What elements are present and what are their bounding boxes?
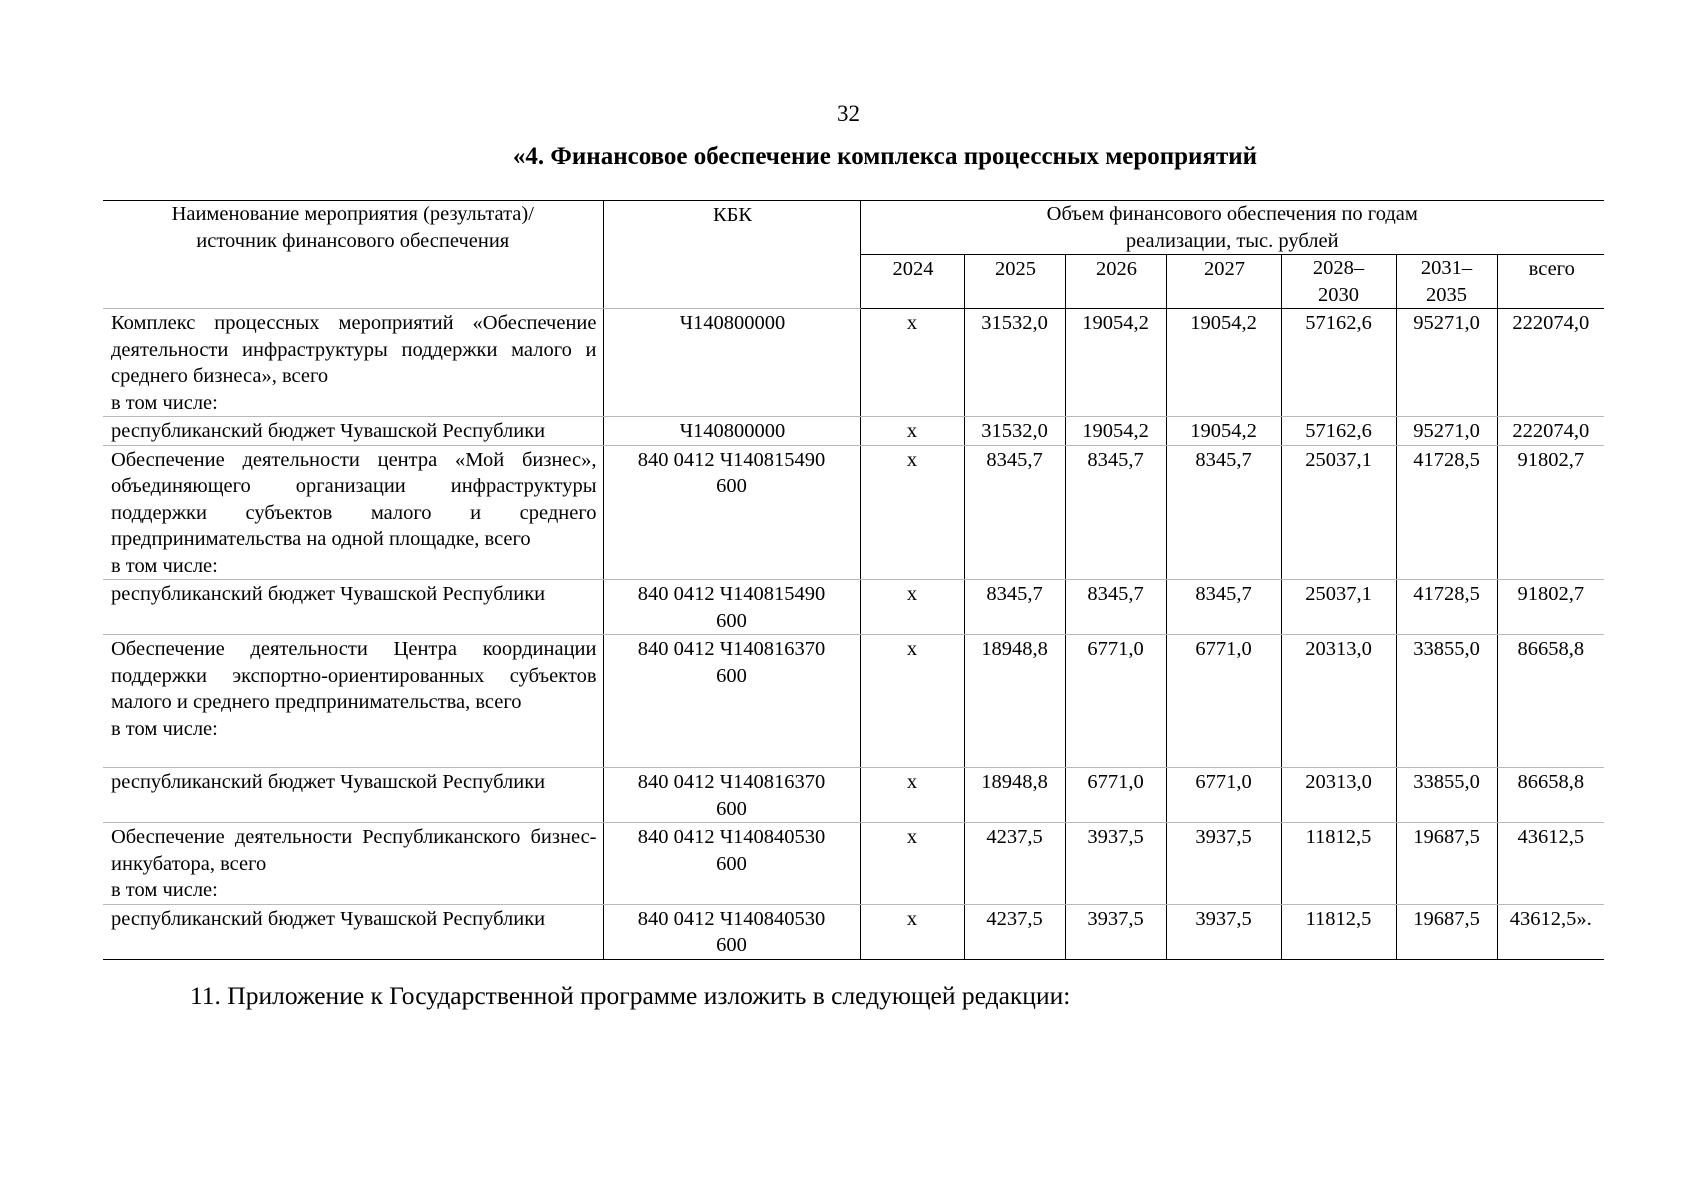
header-year: 2027 <box>1166 255 1281 309</box>
row-value: 19054,2 <box>1166 417 1281 446</box>
header-kbk-col: КБК <box>603 201 860 309</box>
row-value: 8345,7 <box>964 580 1065 635</box>
row-value: 222074,0 <box>1497 309 1604 417</box>
row-value: 8345,7 <box>1065 445 1166 580</box>
row-value: 33855,0 <box>1396 635 1497 768</box>
row-subtitle: в том числе: <box>111 717 218 740</box>
row-name-cell <box>103 635 603 768</box>
table-row <box>103 417 1604 446</box>
row-value: 33855,0 <box>1396 768 1497 823</box>
row-value: 11812,5 <box>1281 823 1396 905</box>
row-value: 6771,0 <box>1166 635 1281 768</box>
row-value: 18948,8 <box>964 768 1065 823</box>
row-value: 31532,0 <box>964 309 1065 417</box>
header-year: всего <box>1497 255 1604 309</box>
row-kbk: 840 0412 Ч140815490 600 <box>603 445 860 580</box>
financial-table <box>103 200 1604 960</box>
row-value: х <box>860 635 964 768</box>
row-name-cell <box>103 768 603 823</box>
row-value: х <box>860 823 964 905</box>
row-name-cell <box>103 823 603 905</box>
row-value: 43612,5». <box>1497 904 1604 959</box>
row-value: 18948,8 <box>964 635 1065 768</box>
row-kbk: 840 0412 Ч140816370 600 <box>603 768 860 823</box>
row-value: 6771,0 <box>1065 768 1166 823</box>
row-value: 95271,0 <box>1396 309 1497 417</box>
row-name-cell <box>103 904 603 959</box>
row-value: 91802,7 <box>1497 445 1604 580</box>
table-row <box>103 768 1604 823</box>
row-value: 57162,6 <box>1281 309 1396 417</box>
header-year: 2025 <box>964 255 1065 309</box>
header-year: 2026 <box>1065 255 1166 309</box>
row-value: 25037,1 <box>1281 445 1396 580</box>
row-value: 6771,0 <box>1166 768 1281 823</box>
row-name: республиканский бюджет Чувашской Республики <box>111 771 546 793</box>
row-value: 43612,5 <box>1497 823 1604 905</box>
section-title: «4. Финансовое обеспечение комплекса процессных мероприятий <box>512 143 1258 170</box>
row-value: х <box>860 417 964 446</box>
row-value: х <box>860 904 964 959</box>
row-name-cell <box>103 580 603 635</box>
table-row <box>103 580 1604 635</box>
row-kbk: Ч140800000 <box>603 417 860 446</box>
row-value: 222074,0 <box>1497 417 1604 446</box>
row-name-cell <box>103 417 603 446</box>
row-kbk: 840 0412 Ч140840530 600 <box>603 904 860 959</box>
row-name: Комплекс процессных мероприятий «Обеспечение деятельности инфраструктуры поддержки малого и среднего бизнеса», всего <box>111 312 597 387</box>
row-name: Обеспечение деятельности центра «Мой бизнес», объединяющего организации инфраструктуры поддержки субъектов малого и среднего предпринимательства на одной площадке, всего <box>111 448 597 550</box>
row-value: 41728,5 <box>1396 580 1497 635</box>
row-value: 20313,0 <box>1281 635 1396 768</box>
row-name-cell <box>103 445 603 580</box>
row-value: 8345,7 <box>1166 580 1281 635</box>
header-year: 2031–2035 <box>1396 255 1497 309</box>
row-kbk: Ч140800000 <box>603 309 860 417</box>
table-row <box>103 823 1604 905</box>
row-value: х <box>860 768 964 823</box>
row-name-cell <box>103 309 603 417</box>
header-year: 2028–2030 <box>1281 255 1396 309</box>
row-name: Обеспечение деятельности Центра координации поддержки экспортно-ориентированных субъектов малого и среднего предпринимательства, всего <box>111 638 597 713</box>
row-subtitle: в том числе: <box>111 554 218 577</box>
row-value: 25037,1 <box>1281 580 1396 635</box>
row-value: 95271,0 <box>1396 417 1497 446</box>
row-value: 19054,2 <box>1166 309 1281 417</box>
row-kbk: 840 0412 Ч140816370 600 <box>603 635 860 768</box>
row-value: 19054,2 <box>1065 309 1166 417</box>
table-row <box>103 445 1604 580</box>
table-row <box>103 904 1604 959</box>
row-value: 20313,0 <box>1281 768 1396 823</box>
row-value: 86658,8 <box>1497 768 1604 823</box>
row-value: 91802,7 <box>1497 580 1604 635</box>
row-name: республиканский бюджет Чувашской Республики <box>111 583 546 605</box>
row-value: 3937,5 <box>1166 823 1281 905</box>
row-kbk: 840 0412 Ч140815490 600 <box>603 580 860 635</box>
row-value: 31532,0 <box>964 417 1065 446</box>
row-value: 8345,7 <box>1065 580 1166 635</box>
row-value: 3937,5 <box>1166 904 1281 959</box>
row-value: 8345,7 <box>1166 445 1281 580</box>
row-value: 4237,5 <box>964 904 1065 959</box>
row-value: 4237,5 <box>964 823 1065 905</box>
row-value: 19687,5 <box>1396 823 1497 905</box>
row-name: республиканский бюджет Чувашской Республики <box>111 907 546 930</box>
row-subtitle: в том числе: <box>111 879 218 901</box>
header-name-col: Наименование мероприятия (результата)/ источник финансового обеспечения <box>103 201 603 309</box>
row-value: 3937,5 <box>1065 823 1166 905</box>
header-year: 2024 <box>860 255 964 309</box>
row-name: Обеспечение деятельности Республиканского бизнес-инкубатора, всего <box>111 826 597 875</box>
row-value: 3937,5 <box>1065 904 1166 959</box>
row-value: 41728,5 <box>1396 445 1497 580</box>
page-number: 32 <box>837 101 860 126</box>
row-value: 11812,5 <box>1281 904 1396 959</box>
row-value: х <box>860 309 964 417</box>
row-value: 19054,2 <box>1065 417 1166 446</box>
row-name: республиканский бюджет Чувашской Республики <box>111 420 546 442</box>
row-value: 6771,0 <box>1065 635 1166 768</box>
row-value: х <box>860 445 964 580</box>
row-value: 57162,6 <box>1281 417 1396 446</box>
row-subtitle: в том числе: <box>111 391 218 414</box>
footer-paragraph: 11. Приложение к Государственной программе изложить в следующей редакции: <box>190 981 1071 1010</box>
table-row <box>103 635 1604 768</box>
header-volume-col: Объем финансового обеспечения по годам реализации, тыс. рублей <box>860 201 1604 255</box>
row-value: 19687,5 <box>1396 904 1497 959</box>
table-row <box>103 309 1604 417</box>
row-value: 8345,7 <box>964 445 1065 580</box>
row-value: 86658,8 <box>1497 635 1604 768</box>
row-kbk: 840 0412 Ч140840530 600 <box>603 823 860 905</box>
row-value: х <box>860 580 964 635</box>
